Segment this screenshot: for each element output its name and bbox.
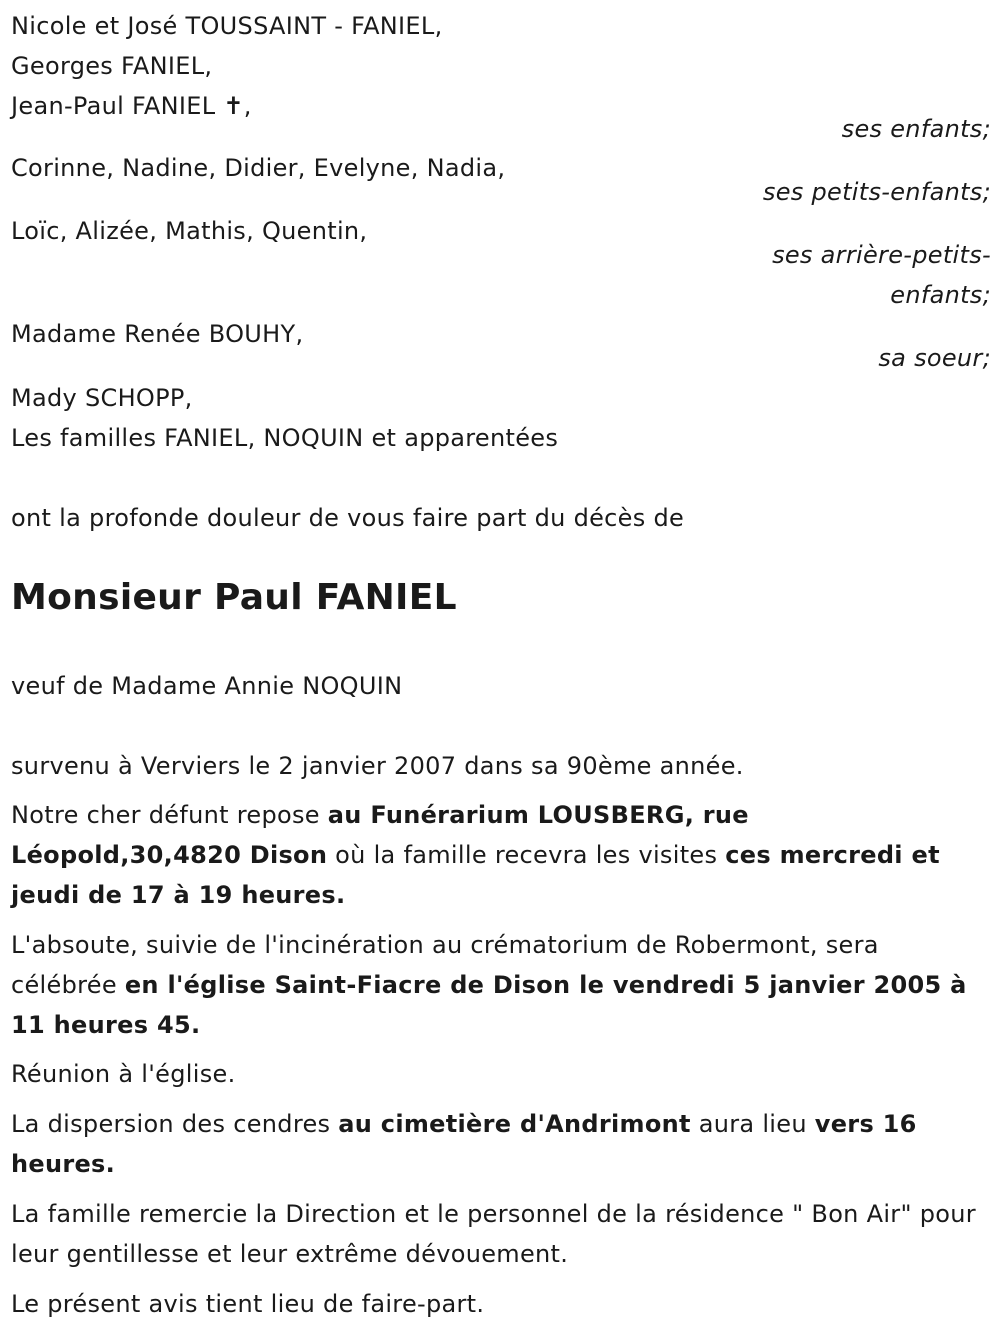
- thanks-paragraph: La famille remercie la Direction et le personnel de la résidence " Bon Air" pour leur gentillesse et leur extrême dévouement.: [11, 1200, 976, 1268]
- role-greatgrandchildren-2: enfants;: [890, 281, 991, 309]
- family-line-7: Mady SCHOPP,: [11, 384, 193, 412]
- family-line-1: Nicole et José TOUSSAINT - FANIEL,: [11, 12, 443, 40]
- deceased-info: survenu à Verviers le 2 janvier 2007 dans sa 90ème année.: [11, 752, 744, 780]
- reunion-text: Réunion à l'église.: [11, 1060, 236, 1088]
- family-line-3-name: Jean-Paul FANIEL: [11, 92, 224, 120]
- repose-hours: ces mercredi et jeudi de 17 à 19 heures.: [11, 841, 940, 909]
- repose-text-1: Notre cher défunt repose: [11, 801, 328, 829]
- repose-location: au Funérarium LOUSBERG, rue Léopold,30,4820 Dison: [11, 801, 749, 869]
- role-sister: sa soeur;: [878, 344, 991, 372]
- absoute-paragraph: [11, 925, 986, 1045]
- repose-text-2: où la famille recevra les visites: [327, 841, 726, 869]
- family-line-5: Loïc, Alizée, Mathis, Quentin,: [11, 217, 368, 245]
- family-line-3: [11, 86, 252, 126]
- absoute-text: L'absoute, suivie de l'incinération au crématorium de Robermont, sera célébrée: [11, 931, 879, 999]
- family-line-6: Madame Renée BOUHY,: [11, 320, 304, 348]
- dispersion-place: au cimetière d'Andrimont: [338, 1110, 691, 1138]
- closing-text: Le présent avis tient lieu de faire-part.: [11, 1290, 485, 1318]
- family-line-4: Corinne, Nadine, Didier, Evelyne, Nadia,: [11, 154, 506, 182]
- widower-text: veuf de Madame Annie NOQUIN: [11, 672, 403, 700]
- role-grandchildren: ses petits-enfants;: [762, 178, 991, 206]
- dispersion-text-1: La dispersion des cendres: [11, 1110, 339, 1138]
- dispersion-time: vers 16 heures.: [11, 1110, 917, 1178]
- role-children: ses enfants;: [841, 115, 991, 143]
- repose-paragraph: [11, 795, 986, 915]
- family-line-2: Georges FANIEL,: [11, 52, 213, 80]
- announcement-text: ont la profonde douleur de vous faire part du décès de: [11, 504, 685, 532]
- family-line-8: Les familles FANIEL, NOQUIN et apparentées: [11, 424, 559, 452]
- absoute-details: en l'église Saint-Fiacre de Dison le vendredi 5 janvier 2005 à 11 heures 45.: [11, 971, 967, 1039]
- role-greatgrandchildren-1: ses arrière-petits-: [772, 241, 991, 269]
- dispersion-text-2: aura lieu: [690, 1110, 815, 1138]
- deceased-name: Monsieur Paul FANIEL: [11, 577, 457, 618]
- family-line-3-end: ,: [243, 92, 252, 120]
- dispersion-paragraph: [11, 1104, 986, 1184]
- cross-icon: ✝: [223, 92, 244, 120]
